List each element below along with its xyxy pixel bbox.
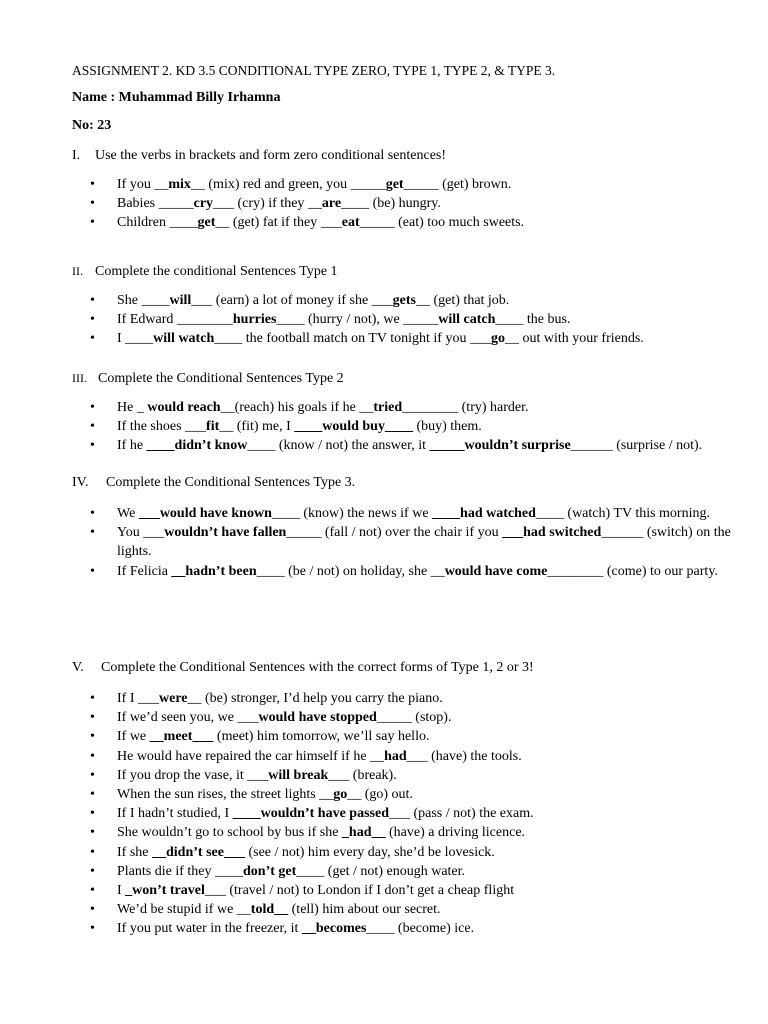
- exercise-text: If you __: [117, 177, 169, 192]
- exercise-item: [90, 689, 534, 708]
- section-2-numeral: II.: [72, 264, 83, 278]
- exercise-item: [90, 881, 534, 900]
- exercise-text: We: [117, 506, 139, 521]
- answer-text: ____had watched: [432, 506, 536, 521]
- exercise-text: ___ (travel / not) to London if I don’t get a cheap flight: [204, 883, 515, 899]
- student-number: No: 23: [72, 118, 112, 133]
- section-4-heading: [72, 474, 355, 492]
- exercise-text: If the shoes ___: [117, 419, 207, 435]
- exercise-text: If we: [117, 729, 150, 745]
- exercise-text: _____ (get) brown.: [403, 177, 512, 192]
- section-5-instruction: Complete the Conditional Sentences with the correct forms of Type 1, 2 or 3!: [101, 660, 534, 675]
- section-2-instruction: Complete the conditional Sentences Type 1: [95, 264, 338, 279]
- exercise-text: (have) a driving licence.: [385, 825, 526, 841]
- exercise-text: ______ (surprise / not).: [570, 438, 703, 454]
- exercise-text: (meet) him tomorrow, we’ll say hello.: [213, 729, 430, 745]
- exercise-text: Babies _____: [117, 196, 194, 212]
- answer-text: don’t get: [243, 863, 297, 879]
- answer-text: _____wouldn’t surprise: [429, 438, 571, 454]
- exercise-text: _____ (eat) too much sweets.: [359, 215, 525, 231]
- exercise-text: (tell) him about our secret.: [288, 902, 441, 918]
- exercise-text: If we’d seen you, we ___: [117, 710, 259, 726]
- section-1-instruction: Use the verbs in brackets and form zero conditional sentences!: [95, 148, 447, 163]
- exercise-text: __ (be) stronger, I’d help you carry the piano.: [187, 691, 443, 706]
- exercise-text: __ (mix) red and green, you _____: [190, 177, 386, 192]
- exercise-text: __ (get) fat if they ___: [215, 215, 342, 231]
- answer-text: go: [490, 331, 505, 347]
- exercise-text: If he: [117, 438, 147, 454]
- exercise-text: ___ (cry) if they __: [213, 196, 322, 212]
- exercise-item: [90, 900, 534, 919]
- answer-text: will catch: [438, 312, 496, 328]
- answer-text: will: [169, 293, 192, 308]
- exercise-item: [90, 213, 524, 232]
- section-4-numeral: IV.: [72, 475, 89, 490]
- exercise-item: [90, 862, 534, 881]
- exercise-text: If you drop the vase, it ___: [117, 767, 269, 783]
- exercise-text: __ (go) out.: [347, 787, 413, 803]
- answer-text: _had__: [341, 825, 386, 841]
- section-5-heading: [72, 659, 534, 677]
- exercise-text: ___ (have) the tools.: [406, 748, 522, 764]
- section-3-numeral: III.: [72, 371, 87, 385]
- exercise-text: If I hadn’t studied, I: [117, 806, 233, 822]
- exercise-text: ____ the football match on TV tonight if you ___: [214, 331, 491, 347]
- section-2-list: [90, 291, 644, 349]
- section-4-list: [90, 504, 737, 581]
- section-3-list: [90, 398, 702, 456]
- section-3-instruction: Complete the Conditional Sentences Type 2: [98, 371, 344, 386]
- exercise-text: ____ (know / not) the answer, it: [247, 438, 430, 454]
- exercise-item: [90, 804, 534, 823]
- section-4-instruction: Complete the Conditional Sentences Type 3.: [106, 475, 356, 490]
- answer-text: get: [385, 177, 404, 192]
- answer-text: __hadn’t been: [171, 563, 257, 579]
- answer-text: would have come: [444, 563, 548, 579]
- exercise-text: _____ (stop).: [376, 710, 452, 726]
- exercise-item: [90, 436, 702, 455]
- answer-text: ____wouldn’t have passed: [232, 806, 389, 822]
- exercise-text: ___ (pass / not) the exam.: [388, 806, 534, 822]
- answer-text: __meet___: [149, 729, 214, 745]
- exercise-item: [90, 310, 644, 329]
- answer-text: will watch: [153, 331, 215, 347]
- answer-text: were: [159, 691, 188, 706]
- student-name: Name : Muhammad Billy Irhamna: [72, 90, 281, 105]
- section-3-heading: [72, 369, 344, 388]
- section-5-numeral: V.: [72, 660, 84, 675]
- exercise-item: [90, 919, 534, 938]
- answer-text: would have stopped: [258, 710, 377, 726]
- exercise-text: ____ (be) hungry.: [341, 196, 441, 212]
- answer-text: __becomes: [301, 921, 367, 937]
- answer-text: gets: [392, 293, 416, 308]
- exercise-text: ______ (switch) on the lights.: [117, 525, 731, 560]
- section-1-list: [90, 175, 524, 233]
- exercise-item: [90, 766, 534, 785]
- answer-text: ___would have known: [138, 506, 272, 521]
- section-1-heading: [72, 147, 446, 165]
- answer-text: are: [321, 196, 342, 212]
- exercise-item: [90, 329, 644, 348]
- exercise-text: ___ (break).: [328, 767, 397, 783]
- answer-text: cry: [193, 196, 214, 212]
- answer-text: eat: [341, 215, 360, 231]
- exercise-text: He would have repaired the car himself if he __: [117, 748, 385, 764]
- exercise-text: __ out with your friends.: [504, 331, 644, 347]
- exercise-text: Children ____: [117, 215, 198, 231]
- exercise-item: [90, 823, 534, 842]
- answer-text: ____would buy____: [294, 419, 413, 435]
- section-2-heading: [72, 262, 338, 281]
- exercise-text: ___ (earn) a lot of money if she ___: [191, 293, 393, 308]
- exercise-text: (see / not) him every day, she’d be lovesick.: [244, 844, 495, 860]
- exercise-text: __ (get) that job.: [416, 293, 510, 308]
- exercise-item: [90, 843, 534, 862]
- section-5-list: [90, 689, 534, 939]
- answer-text: hurries: [232, 312, 277, 328]
- exercise-text: ________ (try) harder.: [402, 400, 529, 415]
- exercise-text: __ (fit) me, I: [219, 419, 295, 435]
- exercise-text: I ____: [117, 331, 154, 347]
- exercise-item: [90, 523, 737, 561]
- exercise-item: [90, 175, 524, 194]
- exercise-text: ____ (be / not) on holiday, she __: [256, 563, 445, 579]
- answer-text: __didn’t see___: [152, 844, 245, 860]
- exercise-text: She wouldn’t go to school by bus if she: [117, 825, 342, 841]
- answer-text: told__: [250, 902, 289, 918]
- exercise-text: ____ the bus.: [495, 312, 571, 328]
- exercise-item: [90, 785, 534, 804]
- exercise-text: When the sun rises, the street lights __: [117, 787, 334, 803]
- assignment-title: ASSIGNMENT 2. KD 3.5 CONDITIONAL TYPE ZERO, TYPE 1, TYPE 2, & TYPE 3.: [72, 63, 556, 78]
- exercise-text: __(reach) his goals if he __: [220, 400, 374, 415]
- exercise-text: I: [117, 883, 126, 899]
- answer-text: go: [333, 787, 348, 803]
- answer-text: tried: [373, 400, 403, 415]
- exercise-item: [90, 194, 524, 213]
- exercise-text: (buy) them.: [412, 419, 482, 435]
- exercise-item: [90, 417, 702, 436]
- exercise-text: ____ (become) ice.: [366, 921, 475, 937]
- answer-text: mix: [168, 177, 191, 192]
- exercise-text: If I ___: [117, 691, 159, 706]
- exercise-text: ________ (come) to our party.: [547, 563, 718, 579]
- exercise-item: [90, 398, 702, 417]
- answer-text: _won’t travel: [125, 883, 205, 899]
- exercise-text: If Edward ________: [117, 312, 233, 328]
- exercise-text: ____ (get / not) enough water.: [296, 863, 466, 879]
- exercise-text: ____ (know) the news if we: [271, 506, 433, 521]
- answer-text: ____didn’t know: [146, 438, 248, 454]
- exercise-text: _____ (fall / not) over the chair if you: [286, 525, 503, 541]
- exercise-item: [90, 504, 737, 523]
- answer-text: had: [384, 748, 407, 764]
- exercise-item: [90, 747, 534, 766]
- exercise-text: Plants die if they ____: [117, 863, 243, 879]
- exercise-text: ____ (hurry / not), we _____: [276, 312, 439, 328]
- exercise-text: If Felicia: [117, 563, 172, 579]
- exercise-text: We’d be stupid if we __: [117, 902, 251, 918]
- exercise-text: He _: [117, 400, 148, 415]
- exercise-text: If you put water in the freezer, it: [117, 921, 302, 937]
- exercise-item: [90, 291, 644, 310]
- exercise-item: [90, 727, 534, 746]
- exercise-text: ____ (watch) TV this morning.: [535, 506, 710, 521]
- exercise-text: If she: [117, 844, 152, 860]
- exercise-text: You ___: [117, 525, 165, 541]
- answer-text: wouldn’t have fallen: [164, 525, 287, 541]
- answer-text: ___had switched: [502, 525, 602, 541]
- answer-text: fit: [206, 419, 220, 435]
- answer-text: get: [197, 215, 216, 231]
- answer-text: will break: [268, 767, 329, 783]
- exercise-item: [90, 708, 534, 727]
- answer-text: would reach: [147, 400, 221, 415]
- exercise-text: She ____: [117, 293, 170, 308]
- exercise-item: [90, 562, 737, 581]
- section-1-numeral: I.: [72, 148, 81, 163]
